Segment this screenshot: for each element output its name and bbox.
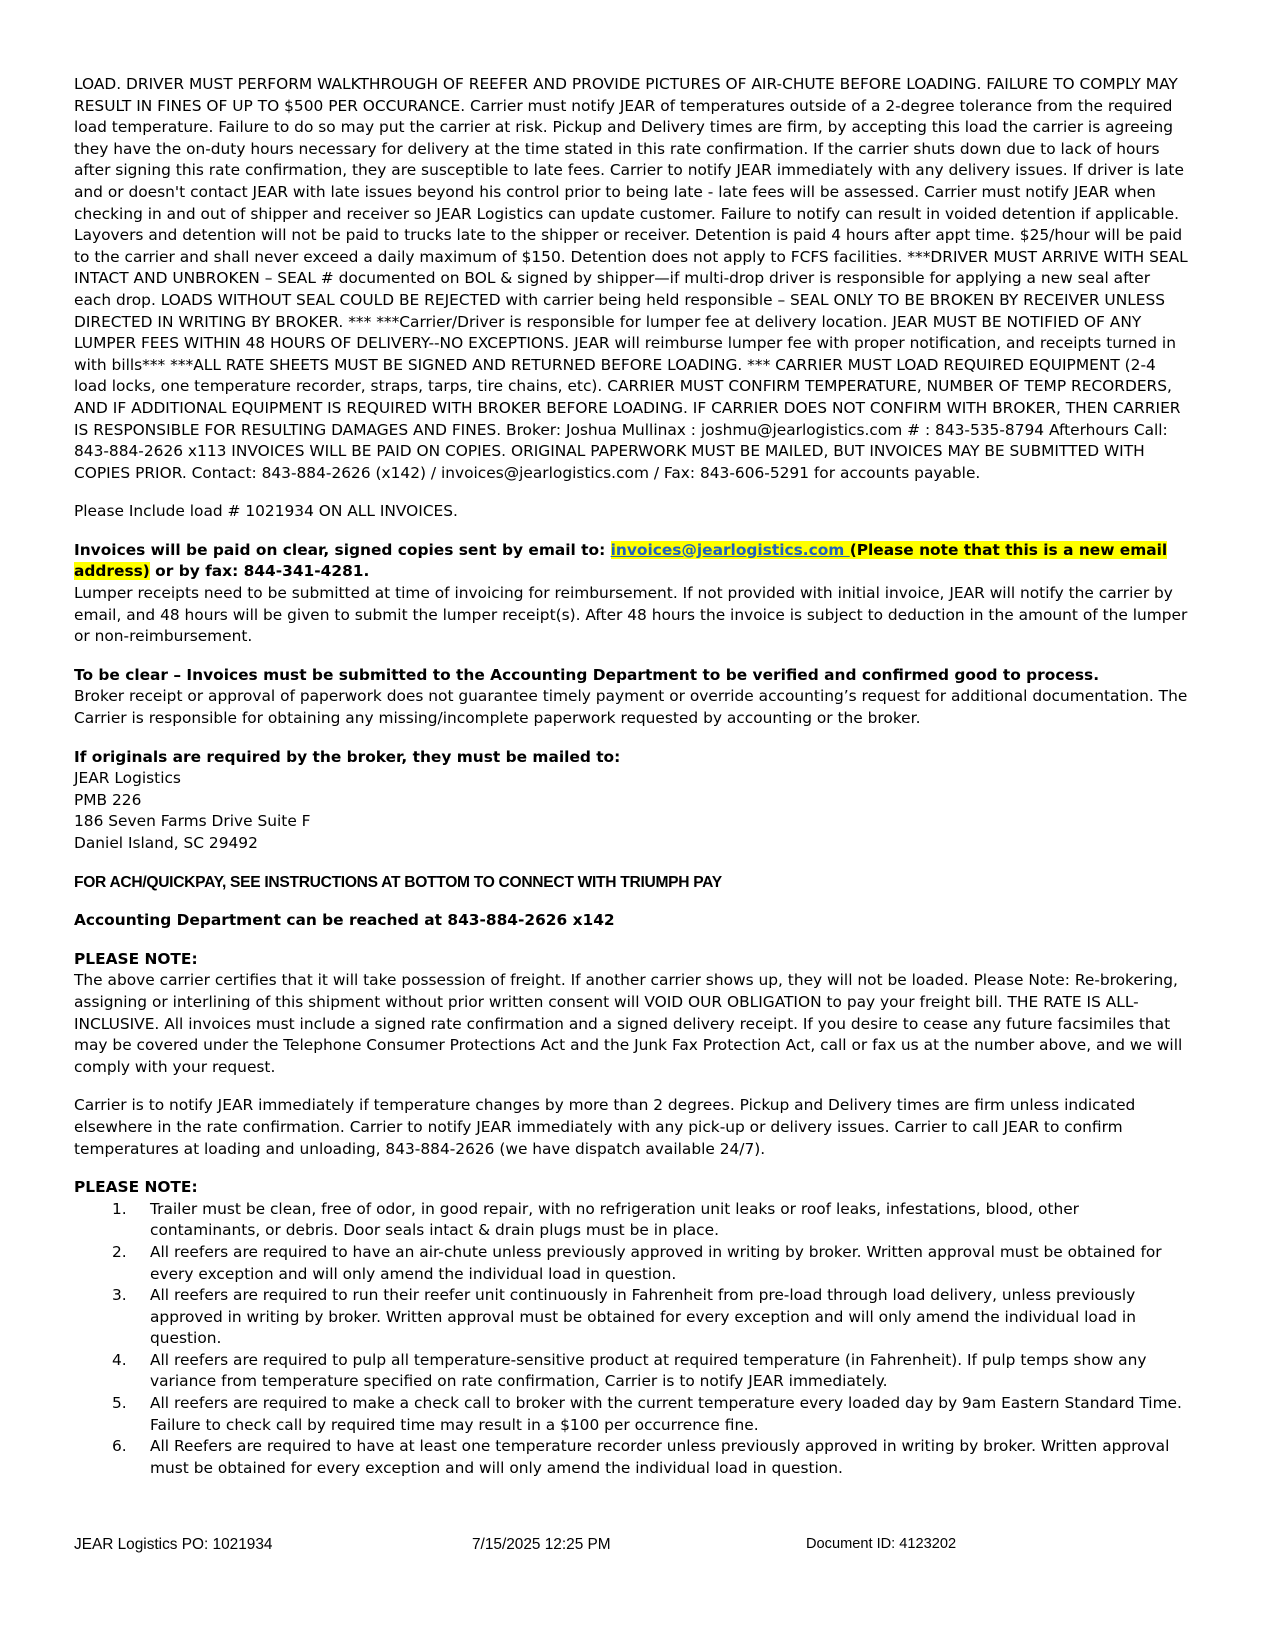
accounting-clear-heading: To be clear – Invoices must be submitted to the Accounting Department to be verified and confirmed good to process. (74, 665, 1100, 684)
mailing-address (74, 768, 1191, 854)
lumper-receipts-paragraph: Lumper receipts need to be submitted at time of invoicing for reimbursement. If not provided with initial invoice, JEAR will notify the carrier by email, and 48 hours will be given to submit the lumper receipt(s). After 48 hours the invoice is subject to deduction in the amount of the lumper or non-reimbursement. (74, 584, 1188, 646)
reefer-requirements-list (74, 1199, 1191, 1480)
invoice-email-link[interactable]: invoices@jearlogistics.com (610, 540, 850, 559)
list-item (74, 1285, 1191, 1350)
reefer-requirements-section (74, 1177, 1191, 1479)
address-line: 186 Seven Farms Drive Suite F (74, 812, 311, 831)
ach-quickpay-line: FOR ACH/QUICKPAY, SEE INSTRUCTIONS AT BOTTOM TO CONNECT WITH TRIUMPH PAY (74, 873, 722, 891)
list-item-number: 6. (112, 1437, 127, 1456)
list-item-text: Trailer must be clean, free of odor, in good repair, with no refrigeration unit leaks or roof leaks, infestations, blood, other contaminants, or debris. Door seals intact & drain plugs must be in place. (150, 1199, 1079, 1240)
accounting-clear-section (74, 665, 1191, 730)
list-item-number: 5. (112, 1394, 127, 1413)
please-note-section (74, 949, 1191, 1079)
list-item (74, 1242, 1191, 1285)
page-footer (74, 1534, 1191, 1554)
footer-document-id: Document ID: 4123202 (806, 1536, 957, 1552)
invoice-fax-text: or by fax: 844-341-4281. (149, 562, 370, 581)
list-item-text: All reefers are required to have an air-chute unless previously approved in writing by broker. Written approval must be obtained for every exception and will only amend the individual load in question. (150, 1242, 1162, 1283)
list-item-number: 3. (112, 1286, 127, 1305)
footer-datetime: 7/15/2025 12:25 PM (472, 1536, 611, 1553)
new-email-note: (Please note that this is a new email address) (74, 540, 1168, 581)
terms-paragraph: LOAD. DRIVER MUST PERFORM WALKTHROUGH OF REEFER AND PROVIDE PICTURES OF AIR-CHUTE BEFORE LOADING. FAILURE TO COMPLY MAY RESULT IN FINES OF UP TO $500 PER OCCURANCE. Carrier must notify JEAR of temperatures outside of a 2-degree tolerance from the required load temperature. Failure to do so may put the carrier at risk. Pickup and Delivery times are firm, by accepting this load the carrier is agreeing they have the on-duty hours necessary for delivery at the time stated in this rate confirmation. If the carrier shuts down due to lack of hours after signing this rate confirmation, they are susceptible to late fees. Carrier to notify JEAR immediately with any delivery issues. If driver is late and or doesn't contact JEAR with late issues beyond his control prior to being late - late fees will be assessed. Carrier must notify JEAR when checking in and out of shipper and receiver so JEAR Logistics can update customer. Failure to notify can result in voided detention if applicable. Layovers and detention will not be paid to trucks late to the shipper or receiver. Detention is paid 4 hours after appt time. $25/hour will be paid to the carrier and shall never exceed a daily maximum of $150. Detention does not apply to FCFS facilities. ***DRIVER MUST ARRIVE WITH SEAL INTACT AND UNBROKEN – SEAL # documented on BOL & signed by shipper—if multi-drop driver is responsible for applying a new seal after each drop. LOADS WITHOUT SEAL COULD BE REJECTED with carrier being held responsible – SEAL ONLY TO BE BROKEN BY RECEIVER UNLESS DIRECTED IN WRITING BY BROKER. *** ***Carrier/Driver is responsible for lumper fee at delivery location. JEAR MUST BE NOTIFIED OF ANY LUMPER FEES WITHIN 48 HOURS OF DELIVERY--NO EXCEPTIONS. JEAR will reimburse lumper fee with proper notification, and receipts turned in with bills*** ***ALL RATE SHEETS MUST BE SIGNED AND RETURNED BEFORE LOADING. *** CARRIER MUST LOAD REQUIRED EQUIPMENT (2-4 load locks, one temperature recorder, straps, tarps, tire chains, etc). CARRIER MUST CONFIRM TEMPERATURE, NUMBER OF TEMP RECORDERS, AND IF ADDITIONAL EQUIPMENT IS REQUIRED WITH BROKER BEFORE LOADING. IF CARRIER DOES NOT CONFIRM WITH BROKER, THEN CARRIER IS RESPONSIBLE FOR RESULTING DAMAGES AND FINES. Broker: Joshua Mullinax : joshmu@jearlogistics.com # : 843-535-8794 Afterhours Call: 843-884-2626 x113 INVOICES WILL BE PAID ON COPIES. ORIGINAL PAPERWORK MUST BE MAILED, BUT INVOICES MAY BE SUBMITTED WITH COPIES PRIOR. Contact: 843-884-2626 (x142) / invoices@jearlogistics.com / Fax: 843-606-5291 for accounts payable. (74, 75, 1188, 482)
invoice-instructions (74, 540, 1191, 583)
invoice-section (74, 540, 1191, 648)
temperature-paragraph: Carrier is to notify JEAR immediately if temperature changes by more than 2 degrees. Pickup and Delivery times are firm unless indicated elsewhere in the rate confirmation. Carrier to notify JEAR immediately with any pick-up or delivery issues. Carrier to call JEAR to confirm temperatures at loading and unloading, 843-884-2626 (we have dispatch available 24/7). (74, 1096, 1136, 1158)
list-item (74, 1350, 1191, 1393)
list-item-text: All reefers are required to pulp all temperature-sensitive product at required temperature (in Fahrenheit). If pulp temps show any variance from temperature specified on rate confirmation, Carrier is to notify JEAR immediately. (150, 1350, 1147, 1391)
reefer-note-heading: PLEASE NOTE: (74, 1178, 198, 1197)
accounting-clear-body: Broker receipt or approval of paperwork does not guarantee timely payment or override accounting’s request for additional documentation. The Carrier is responsible for obtaining any missing/incomplete paperwork requested by accounting or the broker. (74, 687, 1188, 728)
list-item (74, 1436, 1191, 1479)
invoice-lead-text: Invoices will be paid on clear, signed copies sent by email to: (74, 540, 611, 559)
list-item-text: All reefers are required to run their reefer unit continuously in Fahrenheit from pre-load through load delivery, unless previously approved in writing by broker. Written approval must be obtained for every exception and will only amend the individual load in question. (150, 1286, 1136, 1348)
list-item-number: 1. (112, 1199, 127, 1218)
list-item-number: 2. (112, 1242, 127, 1261)
list-item-text: All Reefers are required to have at least one temperature recorder unless previously approved in writing by broker. Written approval must be obtained for every exception and will only amend the individual load in question. (150, 1437, 1170, 1477)
please-note-body: The above carrier certifies that it will take possession of freight. If another carrier shows up, they will not be loaded. Please Note: Re-brokering, assigning or interlining of this shipment without prior written consent will VOID OUR OBLIGATION to pay your freight bill. THE RATE IS ALL-INCLUSIVE. All invoices must include a signed rate confirmation and a signed delivery receipt. If you desire to cease any future facsimiles that may be covered under the Telephone Consumer Protections Act and the Junk Fax Protection Act, call or fax us at the number above, and we will comply with your request. (74, 971, 1183, 1076)
please-note-heading: PLEASE NOTE: (74, 949, 198, 968)
list-item-number: 4. (112, 1350, 127, 1369)
address-line: Daniel Island, SC 29492 (74, 834, 258, 852)
list-item (74, 1199, 1191, 1242)
footer-po-number: JEAR Logistics PO: 1021934 (74, 1536, 273, 1553)
originals-section (74, 747, 1191, 855)
accounting-phone-line: Accounting Department can be reached at 843-884-2626 x142 (74, 911, 615, 930)
address-line: PMB 226 (74, 790, 142, 809)
list-item (74, 1393, 1191, 1436)
load-number-line: Please Include load # 1021934 ON ALL INVOICES. (74, 502, 458, 521)
list-item-text: All reefers are required to make a check call to broker with the current temperature every loaded day by 9am Eastern Standard Time. Failure to check call by required time may result in a $100 per occurrence fine. (150, 1394, 1182, 1434)
address-line: JEAR Logistics (74, 769, 181, 788)
originals-heading: If originals are required by the broker, they must be mailed to: (74, 747, 621, 766)
